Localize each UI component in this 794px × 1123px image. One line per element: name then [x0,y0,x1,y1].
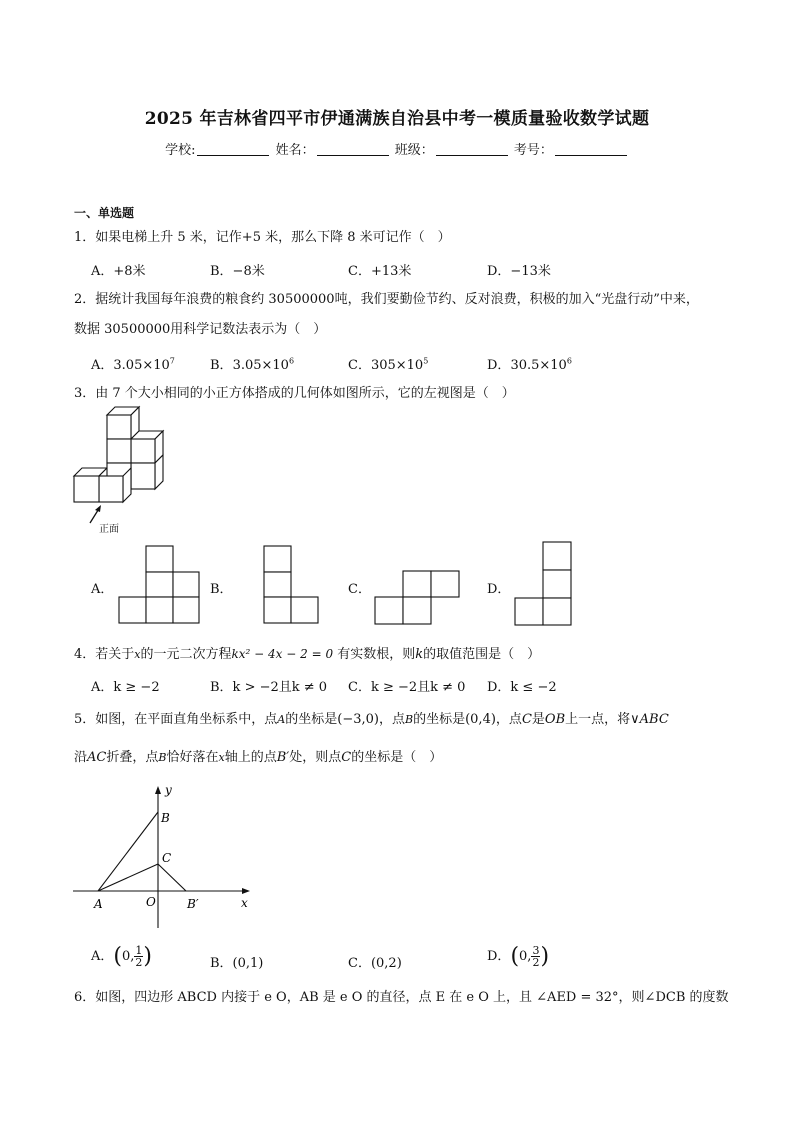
q5-option-c: C．(0,2) [348,956,402,971]
q2-option-d: D．$30.5\times 10^6$ [487,356,572,373]
class-label: 班级： [394,143,434,158]
label-b-prime: B′ [187,897,199,911]
front-label: 正面 [99,524,119,535]
q3-option-b-figure [263,545,319,625]
question-5-line-1: 5．如图，在平面直角坐标系中，点A的坐标是(−3,0)，点B的坐标是(0,4)，点C是OB上一点，将∨ABC [74,712,669,727]
segment-ab [98,812,158,891]
question-2-line-2: 数据 30500000用科学记数法表示为（ ） [74,322,327,337]
q2-option-b: B．$3.05\times 10^6$ [210,356,295,373]
school-label: 学校: [165,143,196,158]
label-c: C [162,851,172,865]
q4-option-b: B．k > −2且k ≠ 0 [210,680,328,695]
name-label: 姓名： [275,143,315,158]
q5-option-a: A．(0, $\frac{1}{2}$ ) [91,944,152,969]
label-x: x [241,896,248,910]
q2-option-c: C．$305\times 10^5$ [348,356,429,373]
q2-option-a: A．$3.05\times 10^7$ [91,356,175,373]
name-blank [317,143,389,156]
q1-option-a: A．+8米 [91,264,146,279]
student-info-line [0,139,794,158]
q3-option-b-label: B． [210,582,233,597]
q5-coordinate-figure [70,782,260,932]
class-blank [436,143,508,156]
question-2-line-1: 2．据统计我国每年浪费的粮食约 30500000吨，我们要勤俭节约、反对浪费，积极的加入“光盘行动”中来， [74,292,699,307]
q1-option-b: B．−8米 [210,264,265,279]
question-6-text: 6．如图，四边形 ABCD 内接于 e O，AB 是 e O 的直径，点 E 在 e O 上，且 ∠AED = 32°，则∠DCB 的度数 [74,990,729,1005]
q3-option-d-label: D． [487,582,511,597]
label-y: y [165,783,172,797]
q3-option-a-label: A． [91,582,114,597]
q4-option-c: C．k ≥ −2且k ≠ 0 [348,680,466,695]
q3-option-c-figure [374,570,460,626]
segment-ac [98,864,158,891]
q3-option-d-figure [514,541,572,627]
q3-option-c-label: C． [348,582,371,597]
question-4-text: 4．若关于x的一元二次方程kx² − 4x − 2 = 0 有实数根，则k的取值范围是（ ） [74,647,541,662]
exam-no-label: 考号： [513,143,553,158]
label-b: B [161,811,170,825]
cube-stack [74,407,163,502]
question-1-text: 1．如果电梯上升 5 米，记作+5 米，那么下降 8 米可记作（ ） [74,230,451,245]
q1-option-d: D．−13米 [487,264,551,279]
section-heading: 一、单选题 [74,206,135,220]
label-a: A [94,897,103,911]
page-title: 2025 年吉林省四平市伊通满族自治县中考一模质量验收数学试题 [144,109,650,129]
question-5-line-2: 沿AC折叠，点B恰好落在x轴上的点B′处，则点C的坐标是（ ） [74,750,443,765]
q5-option-b: B．(0,1) [210,956,264,971]
label-o: O [146,895,156,909]
q1-option-c: C．+13米 [348,264,412,279]
q5-option-d: D．(0, $\frac{3}{2}$ ) [487,944,550,969]
q3-option-a-figure [118,545,200,625]
school-blank [197,143,269,156]
y-axis-arrow [155,786,161,794]
exam-no-blank [555,143,627,156]
q3-solid-figure [70,405,180,535]
q4-option-d: D．k ≤ −2 [487,680,557,695]
q4-option-a: A．k ≥ −2 [91,680,160,695]
segment-cbp [158,864,186,891]
question-3-text: 3．由 7 个大小相同的小正方体搭成的几何体如图所示，它的左视图是（ ） [74,386,515,401]
x-axis-arrow [242,888,250,894]
front-arrow-head [95,505,101,512]
